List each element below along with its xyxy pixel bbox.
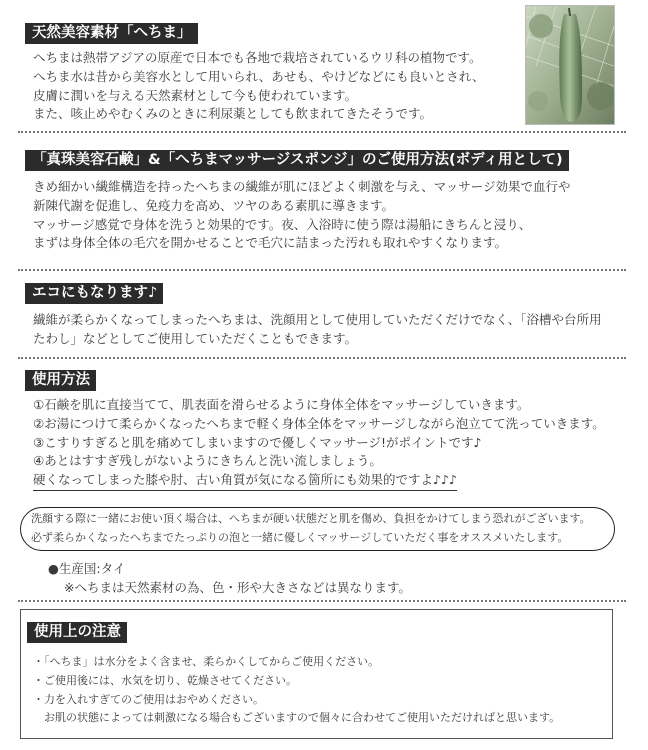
section-heading-usage-body: 「真珠美容石鹸」&「へちまマッサージスポンジ」のご使用方法(ボディ用として) bbox=[25, 150, 569, 171]
section-body-usage-body bbox=[33, 178, 571, 253]
body-line: 新陳代謝を促進し、免疫力を高め、ツヤのある素肌に導きます。 bbox=[33, 197, 395, 213]
divider bbox=[18, 131, 626, 133]
body-line: 繊維が柔らかくなってしまったへちまは、洗顔用として使用していただくだけでなく、「浴槽や台所用 bbox=[33, 312, 602, 327]
caution-item: ・力を入れすぎてのご使用はおやめください。 bbox=[33, 692, 264, 706]
divider bbox=[18, 357, 626, 359]
caution-item: ・「へちま」は水分をよく含ませ、柔らかくしてからご使用ください。 bbox=[33, 655, 380, 668]
body-line: たわし」などとしてご使用していただくこともできます。 bbox=[33, 330, 358, 346]
step-line: ③こすりすぎると肌を痛めてしまいますので優しくマッサージ!がポイントです♪ bbox=[33, 434, 482, 450]
section-body-hechima bbox=[33, 49, 485, 124]
origin-note: ※へちまは天然素材の為、色・形や大きさなどは異なります。 bbox=[64, 579, 411, 595]
origin-info bbox=[48, 560, 411, 598]
step-line: ④あとはすすぎ残しがないようにきちんと洗い流しましょう。 bbox=[33, 453, 382, 469]
body-line: また、咳止めやむくみのときに利尿薬としても飲まれてきたそうです。 bbox=[33, 106, 433, 122]
body-line: マッサージ感覚で身体を洗うと効果的です。夜、入浴時に使う際は湯船にきちんと浸り、 bbox=[33, 216, 532, 232]
body-line: へちま水は昔から美容水として用いられ、あせも、やけどなどにも良いとされ、 bbox=[33, 68, 485, 84]
notice-line: 必ず柔らかくなったへちまでたっぷりの泡と一緒に優しくマッサージしていただく事をオススメいたします。 bbox=[31, 530, 569, 544]
emphasis-line: 硬くなってしまった膝や肘、古い角質が気になる箇所にも効果的ですよ♪♪♪ bbox=[33, 471, 457, 491]
body-line: まずは身体全体の毛穴を開かせることで毛穴に詰まった汚れも取れやすくなります。 bbox=[33, 235, 508, 251]
body-line: へちまは熱帯アジアの原産で日本でも各地で栽培されているウリ科の植物です。 bbox=[33, 50, 482, 65]
section-body-eco bbox=[33, 311, 602, 349]
step-line: ①石鹸を肌に直接当てて、肌表面を滑らせるように身体全体をマッサージしていきます。 bbox=[33, 397, 530, 412]
section-heading-caution: 使用上の注意 bbox=[27, 622, 127, 643]
notice-box bbox=[20, 507, 615, 551]
caution-item: お肌の状態によっては刺激になる場合もございますので個々に合わせてご使用いただければと思います。 bbox=[33, 711, 561, 725]
notice-line: 洗顔する際に一緒にお使い頂く場合は、へちまが硬い状態だと肌を傷め、負担をかけてしまう恐れがございます。 bbox=[31, 512, 591, 525]
divider bbox=[18, 269, 626, 271]
caution-item: ・ご使用後には、水気を切り、乾燥させてください。 bbox=[33, 673, 297, 687]
body-line: 皮膚に潤いを与える天然素材として今も使われています。 bbox=[33, 87, 358, 103]
caution-box bbox=[20, 609, 613, 739]
caution-list bbox=[33, 652, 560, 727]
step-line: ②お湯につけて柔らかくなったへちまで軽く身体全体をマッサージしながら泡立てて洗っていきます。 bbox=[33, 415, 605, 431]
notice-text bbox=[31, 510, 591, 548]
section-body-how-to-use bbox=[33, 396, 605, 490]
divider bbox=[18, 600, 626, 602]
section-heading-how-to-use: 使用方法 bbox=[25, 370, 96, 391]
origin-country: ●生産国:タイ bbox=[48, 561, 126, 576]
section-heading-hechima: 天然美容素材「へちま」 bbox=[25, 23, 198, 44]
loofah-photo bbox=[525, 5, 615, 125]
section-heading-eco: エコにもなります♪ bbox=[25, 283, 163, 304]
loofah-photo-image bbox=[526, 6, 614, 124]
body-line: きめ細かい繊維構造を持ったへちまの繊維が肌にほどよく刺激を与え、マッサージ効果で血行や bbox=[33, 179, 571, 194]
